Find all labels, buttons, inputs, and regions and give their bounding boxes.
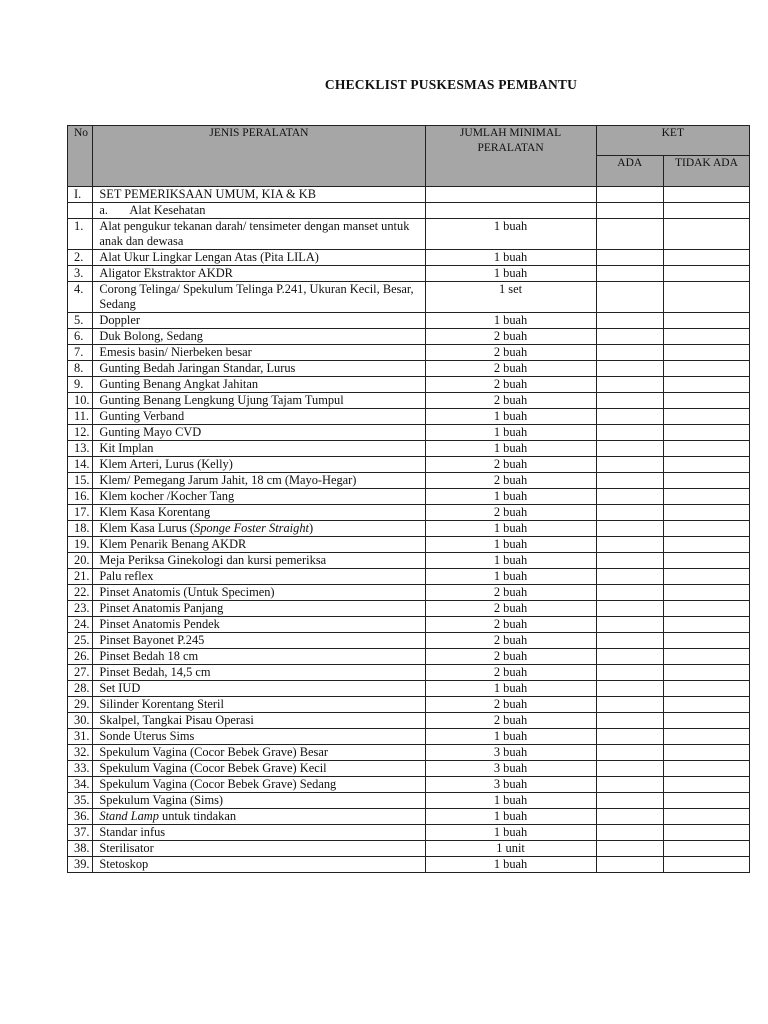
item-quantity: 2 buah <box>425 345 596 361</box>
item-number: 20. <box>68 553 93 569</box>
item-number: 16. <box>68 489 93 505</box>
item-name: Sterilisator <box>93 841 425 857</box>
item-name: Spekulum Vagina (Cocor Bebek Grave) Kecil <box>93 761 425 777</box>
tidak-ada-cell[interactable] <box>663 585 749 601</box>
item-name: Gunting Mayo CVD <box>93 425 425 441</box>
item-number: 38. <box>68 841 93 857</box>
tidak-ada-cell[interactable] <box>663 729 749 745</box>
item-quantity: 1 buah <box>425 521 596 537</box>
tidak-ada-cell[interactable] <box>663 825 749 841</box>
ada-cell[interactable] <box>596 329 663 345</box>
item-number: 18. <box>68 521 93 537</box>
ada-cell[interactable] <box>596 569 663 585</box>
table-row <box>68 713 750 729</box>
ada-cell[interactable] <box>596 697 663 713</box>
ada-cell[interactable] <box>596 266 663 282</box>
table-row <box>68 282 750 313</box>
item-name: Pinset Bedah, 14,5 cm <box>93 665 425 681</box>
item-name <box>93 809 425 825</box>
tidak-ada-cell[interactable] <box>663 489 749 505</box>
tidak-ada-cell[interactable] <box>663 457 749 473</box>
table-row <box>68 409 750 425</box>
item-quantity: 1 buah <box>425 681 596 697</box>
item-number: 17. <box>68 505 93 521</box>
item-quantity: 2 buah <box>425 329 596 345</box>
ada-cell[interactable] <box>596 809 663 825</box>
tidak-ada-cell[interactable] <box>663 841 749 857</box>
ada-cell[interactable] <box>596 282 663 313</box>
table-row <box>68 313 750 329</box>
tidak-ada-cell[interactable] <box>663 633 749 649</box>
tidak-ada-cell[interactable] <box>663 329 749 345</box>
table-row <box>68 569 750 585</box>
item-quantity: 2 buah <box>425 617 596 633</box>
item-number: 34. <box>68 777 93 793</box>
item-name: Sonde Uterus Sims <box>93 729 425 745</box>
item-name: Alat pengukur tekanan darah/ tensimeter dengan manset untuk anak dan dewasa <box>93 219 425 250</box>
tidak-ada-cell[interactable] <box>663 473 749 489</box>
item-name: Silinder Korentang Steril <box>93 697 425 713</box>
item-quantity: 3 buah <box>425 777 596 793</box>
ada-cell[interactable] <box>596 665 663 681</box>
ada-cell[interactable] <box>596 313 663 329</box>
ada-cell[interactable] <box>596 761 663 777</box>
item-name: Gunting Benang Lengkung Ujung Tajam Tumpul <box>93 393 425 409</box>
section-label: SET PEMERIKSAAN UMUM, KIA & KB <box>93 187 425 203</box>
item-number: 35. <box>68 793 93 809</box>
item-quantity: 2 buah <box>425 633 596 649</box>
item-name-part: untuk tindakan <box>158 809 237 823</box>
header-jenis-peralatan: JENIS PERALATAN <box>93 126 425 187</box>
tidak-ada-cell[interactable] <box>663 505 749 521</box>
ada-cell[interactable] <box>596 617 663 633</box>
ada-cell[interactable] <box>596 729 663 745</box>
item-name: Pinset Bayonet P.245 <box>93 633 425 649</box>
item-name: Klem Penarik Benang AKDR <box>93 537 425 553</box>
item-name: Emesis basin/ Nierbeken besar <box>93 345 425 361</box>
ada-cell[interactable] <box>596 841 663 857</box>
item-quantity: 1 buah <box>425 857 596 873</box>
item-quantity: 1 buah <box>425 266 596 282</box>
item-name: Gunting Verband <box>93 409 425 425</box>
item-name: Skalpel, Tangkai Pisau Operasi <box>93 713 425 729</box>
item-number: 23. <box>68 601 93 617</box>
page-title: CHECKLIST PUSKESMAS PEMBANTU <box>324 77 578 92</box>
item-number: 24. <box>68 617 93 633</box>
tidak-ada-cell[interactable] <box>663 521 749 537</box>
section-number: I. <box>68 187 93 203</box>
item-quantity: 1 buah <box>425 537 596 553</box>
checklist-table <box>67 125 750 873</box>
tidak-ada-cell[interactable] <box>663 377 749 393</box>
ada-cell[interactable] <box>596 393 663 409</box>
tidak-ada-cell[interactable] <box>663 857 749 873</box>
item-quantity: 2 buah <box>425 457 596 473</box>
tidak-ada-cell[interactable] <box>663 553 749 569</box>
table-row <box>68 697 750 713</box>
table-row <box>68 825 750 841</box>
table-row <box>68 553 750 569</box>
table-row <box>68 345 750 361</box>
table-row <box>68 377 750 393</box>
item-name-part: ) <box>308 521 314 535</box>
table-row <box>68 777 750 793</box>
table-row <box>68 537 750 553</box>
item-quantity: 1 buah <box>425 825 596 841</box>
table-row <box>68 729 750 745</box>
ada-cell[interactable] <box>596 457 663 473</box>
item-name: Aligator Ekstraktor AKDR <box>93 266 425 282</box>
item-name: Pinset Anatomis Pendek <box>93 617 425 633</box>
item-number: 37. <box>68 825 93 841</box>
table-row <box>68 841 750 857</box>
item-name: Kit Implan <box>93 441 425 457</box>
item-number: 19. <box>68 537 93 553</box>
ada-cell[interactable] <box>596 537 663 553</box>
header-no: No <box>68 126 93 187</box>
item-quantity: 2 buah <box>425 361 596 377</box>
table-row <box>68 665 750 681</box>
item-quantity: 1 buah <box>425 425 596 441</box>
item-name: Klem Arteri, Lurus (Kelly) <box>93 457 425 473</box>
ada-cell[interactable] <box>596 713 663 729</box>
item-number: 11. <box>68 409 93 425</box>
item-name: Gunting Bedah Jaringan Standar, Lurus <box>93 361 425 377</box>
subsection-label: Alat Kesehatan <box>129 203 206 217</box>
item-quantity: 1 buah <box>425 250 596 266</box>
item-quantity: 3 buah <box>425 761 596 777</box>
item-name: Pinset Anatomis (Untuk Specimen) <box>93 585 425 601</box>
subsection-row <box>68 203 750 219</box>
tidak-ada-cell[interactable] <box>663 537 749 553</box>
item-name: Standar infus <box>93 825 425 841</box>
subsection-letter: a. <box>99 203 108 217</box>
tidak-ada-cell[interactable] <box>663 393 749 409</box>
ada-cell[interactable] <box>596 250 663 266</box>
table-row <box>68 505 750 521</box>
tidak-ada-cell[interactable] <box>663 713 749 729</box>
tidak-ada-cell[interactable] <box>663 681 749 697</box>
item-quantity: 1 buah <box>425 489 596 505</box>
tidak-ada-cell[interactable] <box>663 745 749 761</box>
ada-cell[interactable] <box>596 633 663 649</box>
ada-cell[interactable] <box>596 489 663 505</box>
item-name: Klem/ Pemegang Jarum Jahit, 18 cm (Mayo-Hegar) <box>93 473 425 489</box>
item-quantity: 2 buah <box>425 713 596 729</box>
item-number: 30. <box>68 713 93 729</box>
table-row <box>68 681 750 697</box>
tidak-ada-cell[interactable] <box>663 809 749 825</box>
ada-cell[interactable] <box>596 345 663 361</box>
ada-cell[interactable] <box>596 219 663 250</box>
item-number: 12. <box>68 425 93 441</box>
item-quantity: 1 buah <box>425 409 596 425</box>
table-row <box>68 393 750 409</box>
table-row <box>68 266 750 282</box>
item-number: 5. <box>68 313 93 329</box>
item-name: Gunting Benang Angkat Jahitan <box>93 377 425 393</box>
item-quantity: 2 buah <box>425 377 596 393</box>
item-number: 2. <box>68 250 93 266</box>
table-row <box>68 521 750 537</box>
table-row <box>68 457 750 473</box>
tidak-ada-cell[interactable] <box>663 761 749 777</box>
table-row <box>68 857 750 873</box>
item-name: Meja Periksa Ginekologi dan kursi pemeriksa <box>93 553 425 569</box>
item-name-part: Stand Lamp <box>99 809 159 823</box>
item-name: Spekulum Vagina (Cocor Bebek Grave) Sedang <box>93 777 425 793</box>
tidak-ada-cell[interactable] <box>663 219 749 250</box>
item-name: Klem Kasa Korentang <box>93 505 425 521</box>
table-row <box>68 250 750 266</box>
item-name: Alat Ukur Lingkar Lengan Atas (Pita LILA) <box>93 250 425 266</box>
table-row <box>68 793 750 809</box>
item-name: Corong Telinga/ Spekulum Telinga P.241, Ukuran Kecil, Besar, Sedang <box>93 282 425 313</box>
item-name: Pinset Anatomis Panjang <box>93 601 425 617</box>
item-quantity: 1 unit <box>425 841 596 857</box>
item-number: 13. <box>68 441 93 457</box>
ada-cell[interactable] <box>596 187 663 203</box>
item-number: 39. <box>68 857 93 873</box>
item-number: 6. <box>68 329 93 345</box>
item-name <box>93 521 425 537</box>
ada-cell[interactable] <box>596 361 663 377</box>
tidak-ada-cell[interactable] <box>663 187 749 203</box>
item-quantity: 1 buah <box>425 441 596 457</box>
ada-cell[interactable] <box>596 681 663 697</box>
tidak-ada-cell[interactable] <box>663 569 749 585</box>
tidak-ada-cell[interactable] <box>663 313 749 329</box>
table-row <box>68 601 750 617</box>
table-row <box>68 219 750 250</box>
ada-cell[interactable] <box>596 441 663 457</box>
item-number: 25. <box>68 633 93 649</box>
item-number: 21. <box>68 569 93 585</box>
ada-cell[interactable] <box>596 521 663 537</box>
item-name: Duk Bolong, Sedang <box>93 329 425 345</box>
tidak-ada-cell[interactable] <box>663 250 749 266</box>
tidak-ada-cell[interactable] <box>663 203 749 219</box>
ada-cell[interactable] <box>596 553 663 569</box>
table-row <box>68 361 750 377</box>
item-number: 9. <box>68 377 93 393</box>
item-number: 36. <box>68 809 93 825</box>
item-number: 22. <box>68 585 93 601</box>
table-row <box>68 473 750 489</box>
item-quantity: 1 set <box>425 282 596 313</box>
item-quantity: 1 buah <box>425 809 596 825</box>
tidak-ada-cell[interactable] <box>663 266 749 282</box>
item-quantity: 1 buah <box>425 729 596 745</box>
item-name-part: Sponge Foster Straight <box>194 521 309 535</box>
item-quantity: 1 buah <box>425 553 596 569</box>
tidak-ada-cell[interactable] <box>663 409 749 425</box>
item-number: 33. <box>68 761 93 777</box>
item-number: 10. <box>68 393 93 409</box>
ada-cell[interactable] <box>596 825 663 841</box>
item-quantity: 2 buah <box>425 697 596 713</box>
ada-cell[interactable] <box>596 601 663 617</box>
table-row <box>68 329 750 345</box>
ada-cell[interactable] <box>596 745 663 761</box>
table-row <box>68 425 750 441</box>
item-name: Pinset Bedah 18 cm <box>93 649 425 665</box>
item-number: 8. <box>68 361 93 377</box>
header-tidak-ada: TIDAK ADA <box>663 156 749 187</box>
ada-cell[interactable] <box>596 585 663 601</box>
table-row <box>68 633 750 649</box>
item-name: Doppler <box>93 313 425 329</box>
item-number: 32. <box>68 745 93 761</box>
item-quantity: 2 buah <box>425 649 596 665</box>
item-quantity: 1 buah <box>425 313 596 329</box>
checklist-body <box>68 187 750 873</box>
header-ket: KET <box>596 126 749 156</box>
ada-cell[interactable] <box>596 857 663 873</box>
tidak-ada-cell[interactable] <box>663 617 749 633</box>
ada-cell[interactable] <box>596 473 663 489</box>
item-name: Palu reflex <box>93 569 425 585</box>
item-number: 26. <box>68 649 93 665</box>
table-row <box>68 441 750 457</box>
tidak-ada-cell[interactable] <box>663 793 749 809</box>
item-number: 28. <box>68 681 93 697</box>
ada-cell[interactable] <box>596 377 663 393</box>
tidak-ada-cell[interactable] <box>663 425 749 441</box>
tidak-ada-cell[interactable] <box>663 361 749 377</box>
ada-cell[interactable] <box>596 425 663 441</box>
item-quantity: 2 buah <box>425 585 596 601</box>
tidak-ada-cell[interactable] <box>663 777 749 793</box>
item-quantity: 1 buah <box>425 219 596 250</box>
header-ada: ADA <box>596 156 663 187</box>
item-number: 3. <box>68 266 93 282</box>
item-quantity: 2 buah <box>425 393 596 409</box>
item-number: 15. <box>68 473 93 489</box>
section-row <box>68 187 750 203</box>
ada-cell[interactable] <box>596 649 663 665</box>
item-quantity: 2 buah <box>425 505 596 521</box>
table-row <box>68 585 750 601</box>
ada-cell[interactable] <box>596 409 663 425</box>
item-name: Spekulum Vagina (Cocor Bebek Grave) Besar <box>93 745 425 761</box>
table-row <box>68 489 750 505</box>
table-row <box>68 649 750 665</box>
item-number: 7. <box>68 345 93 361</box>
item-name: Spekulum Vagina (Sims) <box>93 793 425 809</box>
item-quantity: 1 buah <box>425 793 596 809</box>
ada-cell[interactable] <box>596 777 663 793</box>
ada-cell[interactable] <box>596 505 663 521</box>
item-quantity: 2 buah <box>425 473 596 489</box>
item-number: 31. <box>68 729 93 745</box>
item-quantity: 3 buah <box>425 745 596 761</box>
tidak-ada-cell[interactable] <box>663 282 749 313</box>
item-name: Klem kocher /Kocher Tang <box>93 489 425 505</box>
item-name-part: Klem Kasa Lurus ( <box>99 521 194 535</box>
item-number: 27. <box>68 665 93 681</box>
item-number: 14. <box>68 457 93 473</box>
table-row <box>68 745 750 761</box>
item-number: 29. <box>68 697 93 713</box>
ada-cell[interactable] <box>596 203 663 219</box>
tidak-ada-cell[interactable] <box>663 345 749 361</box>
item-name: Set IUD <box>93 681 425 697</box>
ada-cell[interactable] <box>596 793 663 809</box>
tidak-ada-cell[interactable] <box>663 601 749 617</box>
item-number: 4. <box>68 282 93 313</box>
item-quantity: 2 buah <box>425 601 596 617</box>
item-number: 1. <box>68 219 93 250</box>
item-quantity: 1 buah <box>425 569 596 585</box>
tidak-ada-cell[interactable] <box>663 665 749 681</box>
tidak-ada-cell[interactable] <box>663 441 749 457</box>
tidak-ada-cell[interactable] <box>663 697 749 713</box>
table-row <box>68 617 750 633</box>
item-name: Stetoskop <box>93 857 425 873</box>
table-row <box>68 809 750 825</box>
item-quantity: 2 buah <box>425 665 596 681</box>
header-jumlah-minimal: JUMLAH MINIMAL PERALATAN <box>425 126 596 187</box>
table-row <box>68 761 750 777</box>
tidak-ada-cell[interactable] <box>663 649 749 665</box>
